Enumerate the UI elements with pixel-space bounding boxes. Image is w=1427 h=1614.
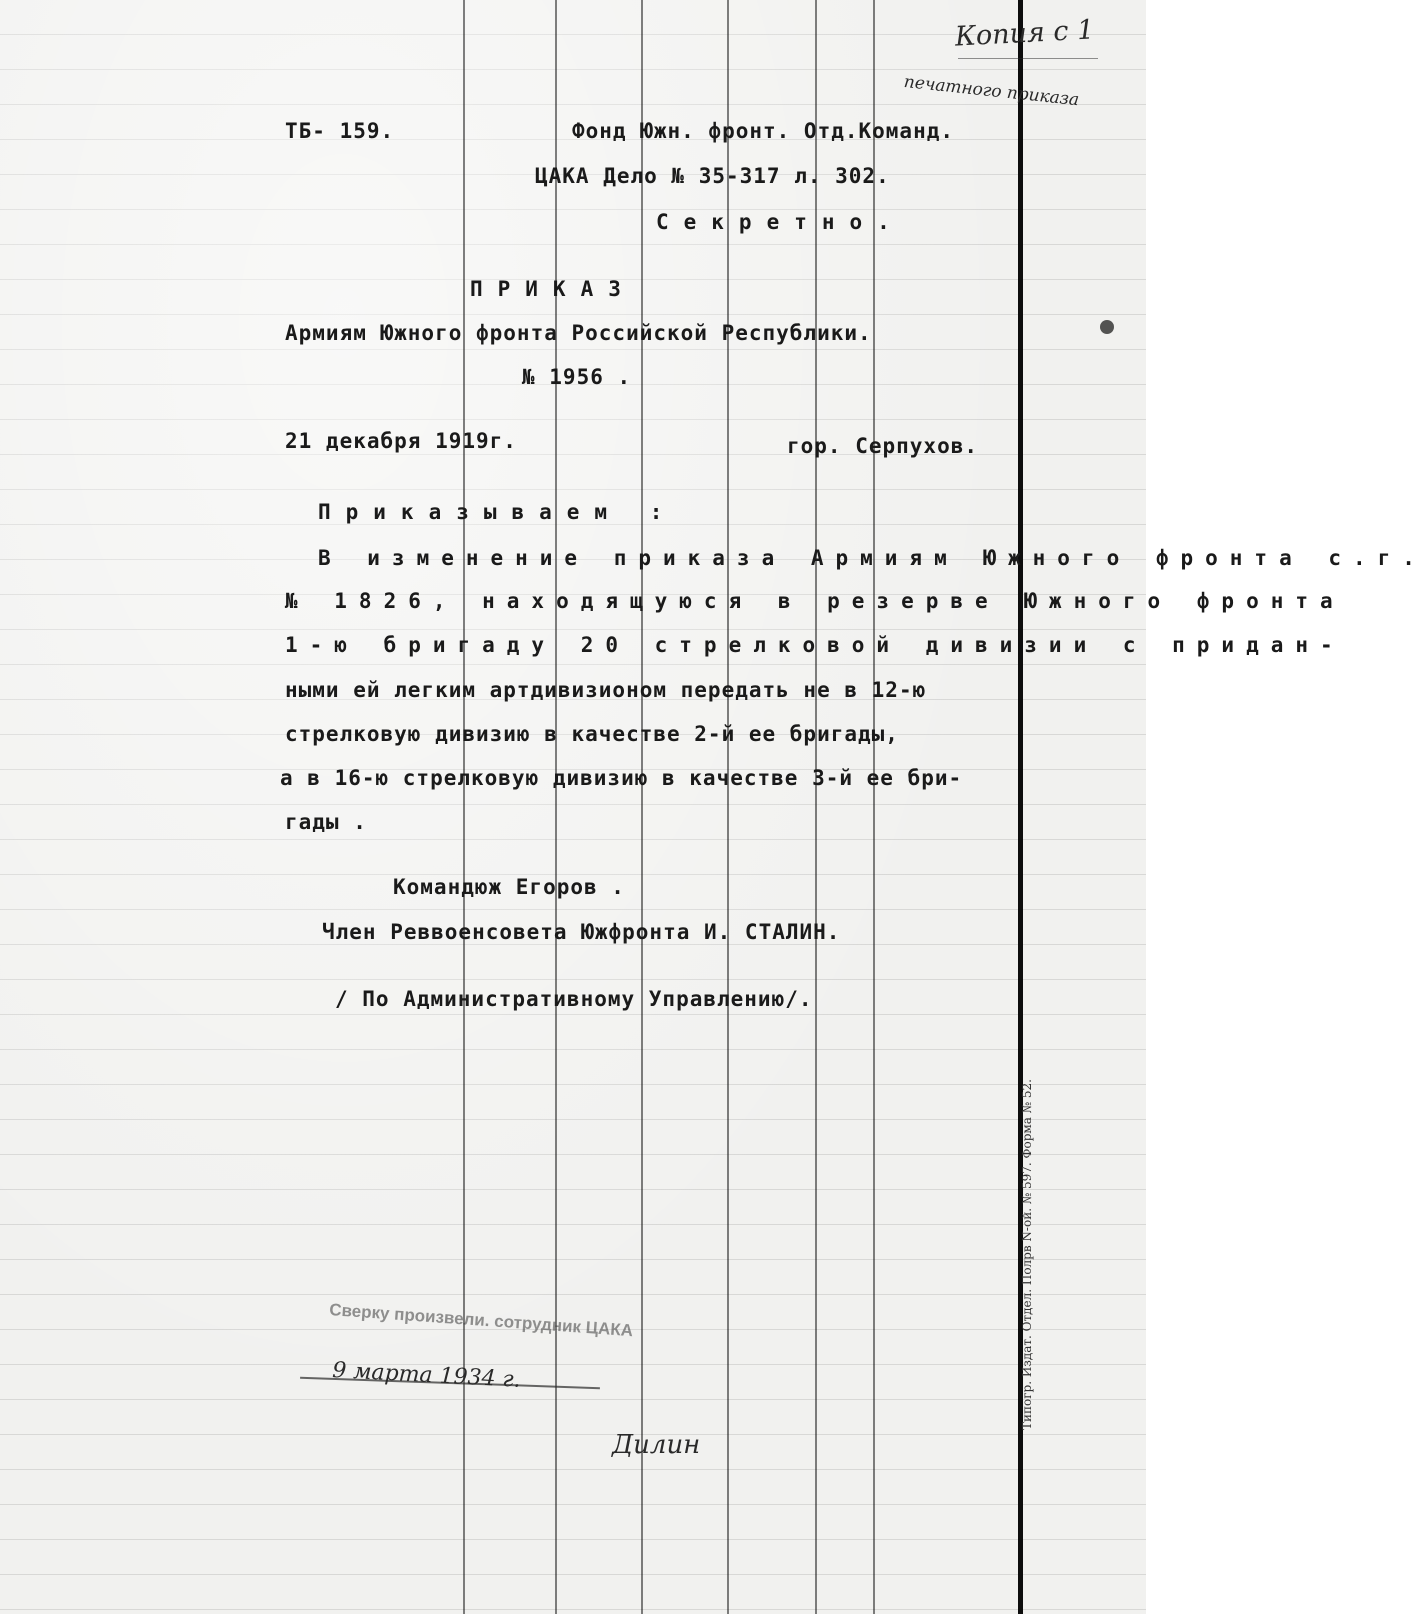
verification-stamp: Сверку произвели. сотрудник ЦАКА [328, 1300, 634, 1341]
body-line: № 1826, находящуюся в резерве Южного фронта [285, 589, 1345, 613]
body-line: гады . [285, 810, 367, 834]
archive-line: ЦАКА Дело № 35-317 л. 302. [535, 164, 890, 188]
reference-number: ТБ- 159. [285, 119, 395, 143]
body-line: стрелковую дивизию в качестве 2-й ее бригады, [285, 722, 899, 746]
body-line: 1-ю бригаду 20 стрелковой дивизии с придан- [285, 633, 1345, 657]
order-date: 21 декабря 1919г. [285, 429, 517, 453]
body-line: а в 16-ю стрелковую дивизию в качестве 3-й ее бри- [280, 766, 963, 790]
ruled-line [555, 0, 557, 1614]
corner-note-line2: печатного приказа [902, 72, 1081, 111]
order-opening: Приказываем : [318, 500, 678, 524]
secrecy-label: Секретно. [656, 210, 905, 234]
fond-line: Фонд Южн. фронт. Отд.Команд. [572, 119, 955, 143]
form-sidebar: Типогр. Издат. Отдел. Полрв N-ой. № 597. Форма № 52. [1020, 1079, 1034, 1430]
ruled-line [873, 0, 875, 1614]
department-line: / По Административному Управлению/. [335, 987, 813, 1011]
stamp-date: 9 марта 1934 г. [331, 1358, 522, 1393]
body-line: В изменение приказа Армиям Южного фронта с.г. [318, 546, 1427, 570]
order-subtitle: Армиям Южного фронта Российской Республики. [285, 321, 872, 345]
body-line: ными ей легким артдивизионом передать не в 12-ю [285, 678, 927, 702]
order-number: № 1956 . [522, 365, 632, 389]
handwritten-signature: Дилин [612, 1430, 701, 1460]
order-title: ПРИКАЗ [470, 277, 636, 301]
order-place: гор. Серпухов. [787, 434, 979, 458]
ruled-line [641, 0, 643, 1614]
member-signature: Член Реввоенсовета Южфронта И. СТАЛИН. [322, 920, 841, 944]
ruled-line [727, 0, 729, 1614]
ink-blot [1100, 320, 1114, 334]
commander-signature: Командюж Егоров . [393, 875, 625, 899]
corner-note-line1: Копия с 1 [954, 14, 1095, 53]
ruled-line [815, 0, 817, 1614]
